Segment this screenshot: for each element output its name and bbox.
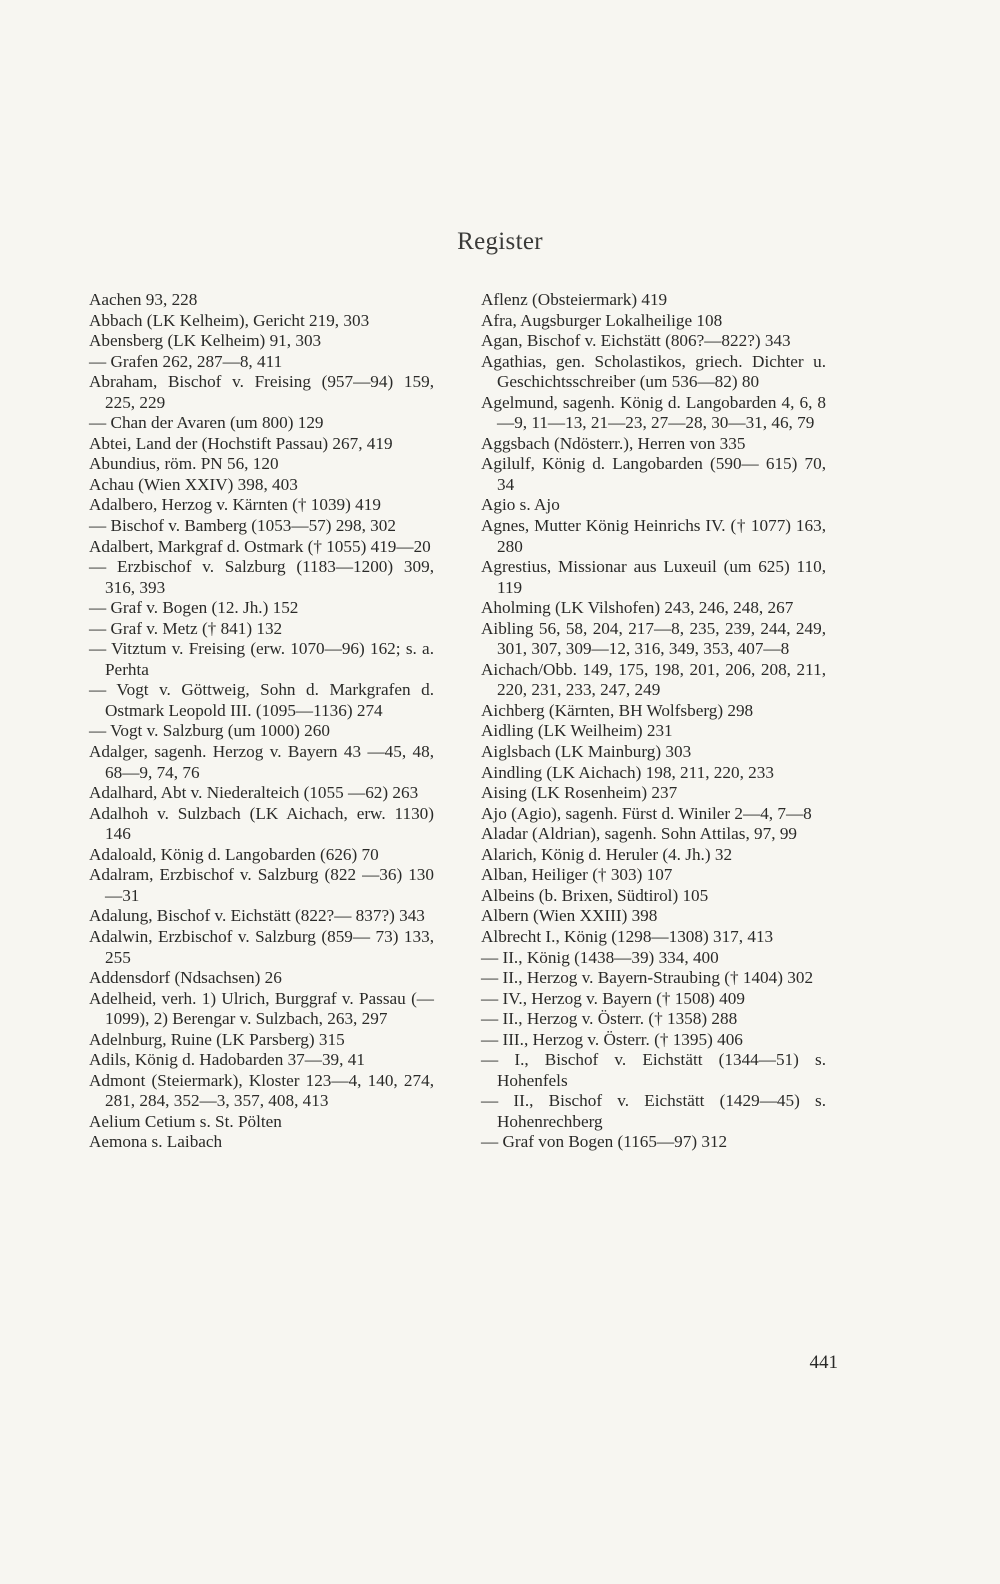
index-entry: — II., Herzog v. Bayern-Straubing († 1404) 302 xyxy=(481,968,814,988)
index-entry: Abundius, röm. PN 56, 120 xyxy=(89,454,279,474)
index-entry: — Vitztum v. Freising (erw. 1070—96) 162; s. a. Perhta xyxy=(89,639,434,679)
index-entry: Abbach (LK Kelheim), Gericht 219, 303 xyxy=(89,310,370,330)
index-entry: Albeins (b. Brixen, Südtirol) 105 xyxy=(481,885,709,905)
index-entry: — I., Bischof v. Eichstätt (1344—51) s. Hohenfels xyxy=(481,1050,826,1090)
index-entry: Adalger, sagenh. Herzog v. Bayern 43 —45, 48, 68—9, 74, 76 xyxy=(89,742,434,782)
index-entry: — III., Herzog v. Österr. († 1395) 406 xyxy=(481,1029,743,1049)
index-entry: Aibling 56, 58, 204, 217—8, 235, 239, 244, 249, 301, 307, 309—12, 316, 349, 353, 407—8 xyxy=(481,618,826,659)
index-entry: Agnes, Mutter König Heinrichs IV. († 1077) 163, 280 xyxy=(481,516,826,556)
index-entry: Adalbert, Markgraf d. Ostmark († 1055) 419—20 xyxy=(89,536,431,556)
index-entry: — Graf von Bogen (1165—97) 312 xyxy=(481,1132,728,1152)
index-entry: Aggsbach (Ndösterr.), Herren von 335 xyxy=(481,433,746,453)
index-entry: Aidling (LK Weilheim) 231 xyxy=(481,721,673,741)
index-entry: Adalhoh v. Sulzbach (LK Aichach, erw. 1130) 146 xyxy=(89,803,434,844)
index-entry: Aichach/Obb. 149, 175, 198, 201, 206, 208, 211, 220, 231, 233, 247, 249 xyxy=(481,659,826,700)
index-entry: — IV., Herzog v. Bayern († 1508) 409 xyxy=(481,988,745,1008)
index-entry: Adalhard, Abt v. Niederalteich (1055 —62) 263 xyxy=(89,783,419,803)
index-entry: Admont (Steiermark), Kloster 123—4, 140, 274, 281, 284, 352—3, 357, 408, 413 xyxy=(89,1070,434,1111)
index-entry: Abraham, Bischof v. Freising (957—94) 159, 225, 229 xyxy=(89,372,434,412)
index-entry: — Vogt v. Salzburg (um 1000) 260 xyxy=(89,721,330,741)
index-entry: Adelheid, verh. 1) Ulrich, Burggraf v. Passau (—1099), 2) Berengar v. Sulzbach, 263, 297 xyxy=(89,988,434,1029)
index-entry: Adalwin, Erzbischof v. Salzburg (859— 73) 133, 255 xyxy=(89,926,434,967)
page-number: 441 xyxy=(809,1352,838,1373)
index-entry: Abtei, Land der (Hochstift Passau) 267, 419 xyxy=(89,433,393,453)
index-entry: Aholming (LK Vilshofen) 243, 246, 248, 267 xyxy=(481,598,794,618)
index-entry: Adils, König d. Hadobarden 37—39, 41 xyxy=(89,1050,365,1070)
index-entry: Adelnburg, Ruine (LK Parsberg) 315 xyxy=(89,1029,345,1049)
index-entry: Abensberg (LK Kelheim) 91, 303 xyxy=(89,331,322,351)
index-entry: Agan, Bischof v. Eichstätt (806?—822?) 343 xyxy=(481,331,791,351)
index-entry: — Graf v. Metz († 841) 132 xyxy=(89,618,283,638)
index-entry: Aemona s. Laibach xyxy=(89,1132,223,1152)
index-entry: — II., Herzog v. Österr. († 1358) 288 xyxy=(481,1009,738,1029)
index-entry: Albrecht I., König (1298—1308) 317, 413 xyxy=(481,926,774,946)
index-entry: Adaloald, König d. Langobarden (626) 70 xyxy=(89,844,379,864)
index-entry: Alban, Heiliger († 303) 107 xyxy=(481,865,673,885)
index-entry: Addensdorf (Ndsachsen) 26 xyxy=(89,968,282,988)
index-entry: Adalbero, Herzog v. Kärnten († 1039) 419 xyxy=(89,495,381,515)
index-entry: — II., König (1438—39) 334, 400 xyxy=(481,947,719,967)
index-entry: Aichberg (Kärnten, BH Wolfsberg) 298 xyxy=(481,700,754,720)
index-entry: — Vogt v. Göttweig, Sohn d. Markgrafen d. Ostmark Leopold III. (1095—1136) 274 xyxy=(89,680,434,720)
index-entry: — Chan der Avaren (um 800) 129 xyxy=(89,413,324,433)
index-entry: Albern (Wien XXIII) 398 xyxy=(481,906,658,926)
index-entry: Aachen 93, 228 xyxy=(89,290,198,309)
index-entry: Afra, Augsburger Lokalheilige 108 xyxy=(481,310,723,330)
index-entry: — Grafen 262, 287—8, 411 xyxy=(89,351,283,371)
index-entry: Aelium Cetium s. St. Pölten xyxy=(89,1111,282,1131)
index-entry: Aising (LK Rosenheim) 237 xyxy=(481,783,678,803)
index-entry: Alarich, König d. Heruler (4. Jh.) 32 xyxy=(481,844,733,864)
index-entry: Agilulf, König d. Langobarden (590— 615) 70, 34 xyxy=(481,454,826,494)
register-column-right xyxy=(481,290,826,1153)
index-entry: Aflenz (Obsteiermark) 419 xyxy=(481,290,668,309)
index-entry: Ajo (Agio), sagenh. Fürst d. Winiler 2—4, 7—8 xyxy=(481,803,812,823)
index-entry: Achau (Wien XXIV) 398, 403 xyxy=(89,474,298,494)
index-entry: Agrestius, Missionar aus Luxeuil (um 625) 110, 119 xyxy=(481,557,826,597)
index-entry: — Erzbischof v. Salzburg (1183—1200) 309, 316, 393 xyxy=(89,557,434,597)
index-entry: Adalram, Erzbischof v. Salzburg (822 —36) 130—31 xyxy=(89,865,434,905)
index-entry: Agio s. Ajo xyxy=(481,495,560,515)
index-entry: Agelmund, sagenh. König d. Langobarden 4, 6, 8—9, 11—13, 21—23, 27—28, 30—31, 46, 79 xyxy=(481,392,826,433)
page-title: Register xyxy=(457,228,543,255)
register-column-left xyxy=(89,290,434,1153)
index-entry: Aiglsbach (LK Mainburg) 303 xyxy=(481,742,692,762)
index-entry: Adalung, Bischof v. Eichstätt (822?— 837?) 343 xyxy=(89,906,425,926)
index-entry: — II., Bischof v. Eichstätt (1429—45) s. Hohenrechberg xyxy=(481,1091,826,1131)
index-entry: Aindling (LK Aichach) 198, 211, 220, 233 xyxy=(481,762,774,782)
index-entry: — Bischof v. Bamberg (1053—57) 298, 302 xyxy=(89,516,396,536)
index-entry: — Graf v. Bogen (12. Jh.) 152 xyxy=(89,598,299,618)
index-entry: Agathias, gen. Scholastikos, griech. Dichter u. Geschichtsschreiber (um 536—82) 80 xyxy=(481,351,826,392)
index-entry: Aladar (Aldrian), sagenh. Sohn Attilas, 97, 99 xyxy=(481,824,798,844)
